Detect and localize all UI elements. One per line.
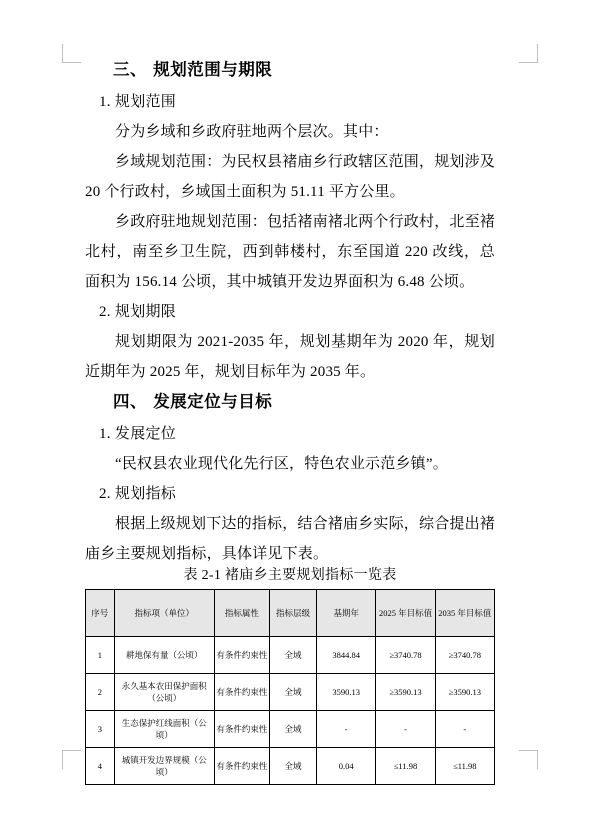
paragraph-scope-intro: 分为乡域和乡政府驻地两个层次。其中： [115,124,389,140]
crop-mark-bottom-right-icon [519,750,538,769]
cell-attribute: 有条件约束性 [214,674,269,711]
table-header-row [86,590,495,637]
cell-level: 全域 [270,711,317,748]
cell-item: 城镇开发边界规模（公顷） [114,748,214,785]
indicators-table [85,589,495,785]
crop-mark-top-right-icon [519,44,538,63]
cell-item: 永久基本农田保护面积（公顷） [114,674,214,711]
table-row [86,748,495,785]
paragraph-government-seat-scope: 乡政府驻地规划范围：包括褚南褚北两个行政村，北至褚北村，南至乡卫生院，西到韩楼村，东至国道 220 改线，总面积为 156.14 公顷，其中城镇开发边界面积为 6.48 公顷。 [85,214,496,290]
table-caption: 表 2-1 褚庙乡主要规划指标一览表 [183,568,397,583]
paragraph-development-positioning: “民权县农业现代化先行区，特色农业示范乡镇”。 [115,456,448,472]
section-heading-4: 四、 发展定位与目标 [113,392,273,411]
column-header-seq: 序号 [86,590,115,637]
column-header-attribute: 指标属性 [214,590,269,637]
cell-attribute: 有条件约束性 [214,748,269,785]
table-row [86,637,495,674]
cell-seq: 4 [86,748,115,785]
cell-target-2035: ≥3590.13 [435,674,494,711]
section-heading-3: 三、 规划范围与期限 [113,60,273,79]
cell-target-2035: ≤11.98 [435,748,494,785]
cell-base-year: 3590.13 [317,674,376,711]
subsection-heading-4-2: 2. 规划指标 [99,486,177,502]
cell-target-2025: - [376,711,435,748]
cell-item: 生态保护红线面积（公顷） [114,711,214,748]
column-header-level: 指标层级 [270,590,317,637]
column-header-item: 指标项（单位） [114,590,214,637]
cell-attribute: 有条件约束性 [214,711,269,748]
cell-base-year: 3844.84 [317,637,376,674]
indicators-table-block [85,566,495,785]
cell-base-year: 0.04 [317,748,376,785]
subsection-heading-3-2: 2. 规划期限 [99,304,177,320]
cell-seq: 3 [86,711,115,748]
cell-target-2025: ≥3740.78 [376,637,435,674]
cell-seq: 1 [86,637,115,674]
paragraph-township-scope: 乡域规划范围：为民权县褚庙乡行政辖区范围，规划涉及 20 个行政村，乡域国土面积为 51.11 平方公里。 [85,154,496,200]
cell-item: 耕地保有量（公顷） [114,637,214,674]
cell-target-2035: - [435,711,494,748]
cell-level: 全域 [270,748,317,785]
paragraph-planning-period: 规划期限为 2021-2035 年，规划基期年为 2020 年，规划近期年为 2025 年，规划目标年为 2035 年。 [85,334,495,380]
column-header-base-year: 基期年 [317,590,376,637]
subsection-heading-3-1: 1. 规划范围 [99,94,177,110]
cell-level: 全域 [270,637,317,674]
table-row [86,711,495,748]
table-row [86,674,495,711]
cell-seq: 2 [86,674,115,711]
paragraph-indicators-intro: 根据上级规划下达的指标，结合褚庙乡实际，综合提出褚庙乡主要规划指标，具体详见下表。 [85,516,496,562]
subsection-heading-4-1: 1. 发展定位 [99,426,177,442]
document-body [85,55,495,569]
column-header-target-2035: 2035 年目标值 [435,590,494,637]
column-header-target-2025: 2025 年目标值 [376,590,435,637]
crop-mark-top-left-icon [62,44,81,63]
crop-mark-bottom-left-icon [62,750,81,769]
cell-base-year: - [317,711,376,748]
cell-target-2025: ≥3590.13 [376,674,435,711]
cell-level: 全域 [270,674,317,711]
cell-target-2035: ≥3740.78 [435,637,494,674]
cell-attribute: 有条件约束性 [214,637,269,674]
cell-target-2025: ≤11.98 [376,748,435,785]
